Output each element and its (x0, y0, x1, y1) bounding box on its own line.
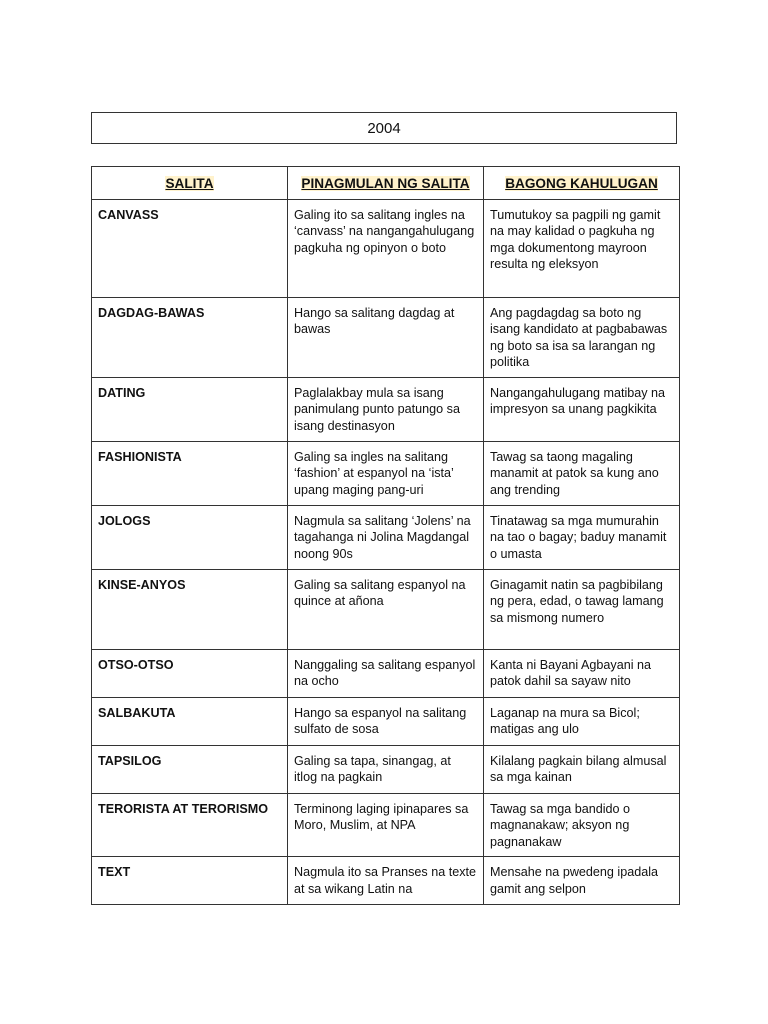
cell-word: JOLOGS (92, 505, 288, 569)
cell-meaning: Mensahe na pwedeng ipadala gamit ang selpon (484, 857, 680, 905)
table-row (92, 569, 680, 649)
cell-meaning: Tawag sa taong magaling manamit at patok sa kung ano ang trending (484, 441, 680, 505)
cell-meaning: Ang pagdagdag sa boto ng isang kandidato at pagbabawas ng boto sa isa sa larangan ng politika (484, 297, 680, 377)
cell-meaning: Tinatawag sa mga mumurahin na tao o bagay; baduy manamit o umasta (484, 505, 680, 569)
cell-origin: Nagmula ito sa Pranses na texte at sa wikang Latin na (288, 857, 484, 905)
table-row (92, 297, 680, 377)
cell-word: TEXT (92, 857, 288, 905)
cell-origin: Galing ito sa salitang ingles na ‘canvass’ na nangangahulugang pagkuha ng opinyon o boto (288, 199, 484, 297)
header-pinagmulan: PINAGMULAN NG SALITA (288, 167, 484, 200)
table-row (92, 441, 680, 505)
cell-origin: Nanggaling sa salitang espanyol na ocho (288, 649, 484, 697)
year-title (91, 112, 677, 144)
cell-origin: Hango sa espanyol na salitang sulfato de sosa (288, 697, 484, 745)
table-row (92, 505, 680, 569)
vocabulary-table (91, 166, 680, 905)
cell-word: TERORISTA AT TERORISMO (92, 793, 288, 857)
table-row (92, 857, 680, 905)
cell-meaning: Kilalang pagkain bilang almusal sa mga kainan (484, 745, 680, 793)
header-kahulugan: BAGONG KAHULUGAN (484, 167, 680, 200)
cell-meaning: Laganap na mura sa Bicol; matigas ang ulo (484, 697, 680, 745)
cell-word: OTSO-OTSO (92, 649, 288, 697)
cell-meaning: Kanta ni Bayani Agbayani na patok dahil sa sayaw nito (484, 649, 680, 697)
cell-meaning: Nangangahulugang matibay na impresyon sa unang pagkikita (484, 377, 680, 441)
table-header-row (92, 167, 680, 200)
cell-meaning: Tawag sa mga bandido o magnanakaw; aksyon ng pagnanakaw (484, 793, 680, 857)
cell-origin: Terminong laging ipinapares sa Moro, Muslim, at NPA (288, 793, 484, 857)
cell-word: DATING (92, 377, 288, 441)
cell-word: CANVASS (92, 199, 288, 297)
table-row (92, 377, 680, 441)
table-row (92, 649, 680, 697)
header-salita: SALITA (92, 167, 288, 200)
cell-meaning: Ginagamit natin sa pagbibilang ng pera, edad, o tawag lamang sa mismong numero (484, 569, 680, 649)
cell-word: SALBAKUTA (92, 697, 288, 745)
cell-origin: Galing sa ingles na salitang ‘fashion’ at espanyol na ‘ista’ upang maging pang-uri (288, 441, 484, 505)
table-row (92, 745, 680, 793)
table-row (92, 199, 680, 297)
cell-origin: Nagmula sa salitang ‘Jolens’ na tagahanga ni Jolina Magdangal noong 90s (288, 505, 484, 569)
table-row (92, 793, 680, 857)
cell-origin: Paglalakbay mula sa isang panimulang punto patungo sa isang destinasyon (288, 377, 484, 441)
cell-word: TAPSILOG (92, 745, 288, 793)
table-row (92, 697, 680, 745)
cell-word: KINSE-ANYOS (92, 569, 288, 649)
cell-word: DAGDAG-BAWAS (92, 297, 288, 377)
cell-word: FASHIONISTA (92, 441, 288, 505)
year-label: 2004 (367, 119, 401, 137)
cell-origin: Galing sa tapa, sinangag, at itlog na pagkain (288, 745, 484, 793)
cell-origin: Hango sa salitang dagdag at bawas (288, 297, 484, 377)
cell-meaning: Tumutukoy sa pagpili ng gamit na may kalidad o pagkuha ng mga dokumentong mayroon resulta ng eleksyon (484, 199, 680, 297)
cell-origin: Galing sa salitang espanyol na quince at añona (288, 569, 484, 649)
